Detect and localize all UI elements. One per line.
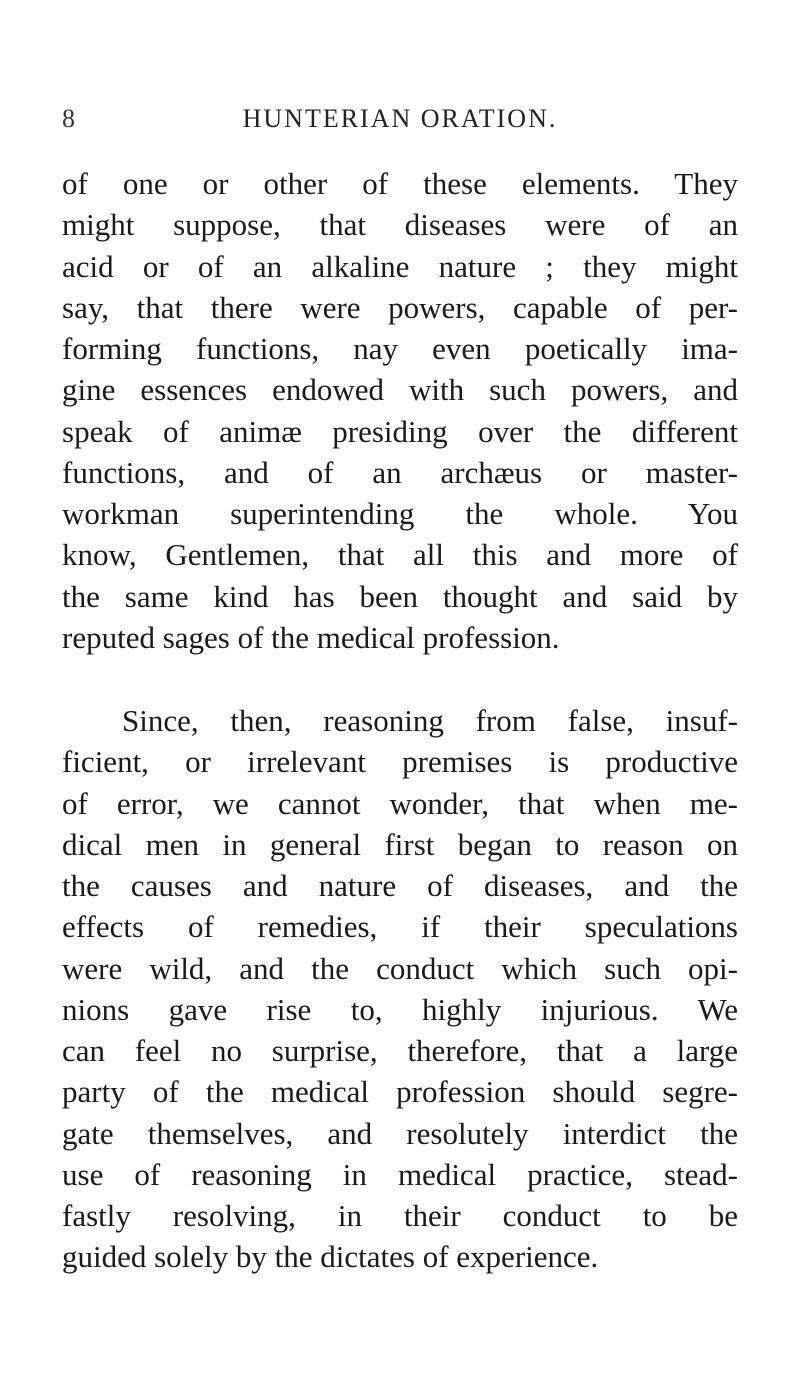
text-line: acid or of an alkaline nature ; they might [62,248,738,284]
text-line: nions gave rise to, highly injurious. We [62,991,738,1027]
page-number: 8 [62,104,75,133]
text-line: gine essences endowed with such powers, and [62,372,738,408]
text-line: say, that there were powers, capable of per- [62,289,738,325]
text-line: fastly resolving, in their conduct to be [62,1198,738,1233]
text-line: can feel no surprise, therefore, that a large [62,1033,738,1068]
text-line: ficient, or irrelevant premises is productive [62,744,738,780]
text-line: were wild, and the conduct which such opi- [62,950,738,986]
text-line: functions, and of an archæus or master- [62,454,738,490]
running-head: HUNTERIAN ORATION. [242,104,558,133]
text-line: know, Gentlemen, that all this and more of [62,537,738,573]
text-line: gate themselves, and resolutely interdict the [62,1115,738,1151]
page-header [62,104,738,144]
body-text [62,163,738,1278]
text-line: Since, then, reasoning from false, insuf- [122,703,738,738]
text-line: of error, we cannot wonder, that when me- [62,785,738,821]
text-line: workman superintending the whole. You [62,496,738,531]
text-line: party of the medical profession should segre- [62,1074,738,1110]
paragraph-1 [62,163,738,658]
text-line: dical men in general first began to reason on [62,826,738,862]
text-line: effects of remedies, if their speculations [62,909,738,945]
text-line: the causes and nature of diseases, and the [62,868,738,903]
text-line: might suppose, that diseases were of an [62,207,738,243]
text-line: forming functions, nay even poetically ima- [62,331,738,366]
text-line: of one or other of these elements. They [62,166,738,201]
paragraph-2 [62,700,738,1278]
text-line: speak of animæ presiding over the different [62,413,738,449]
text-line: use of reasoning in medical practice, stead- [62,1156,738,1192]
text-line: reputed sages of the medical profession. [62,619,560,655]
text-line: the same kind has been thought and said by [62,578,738,614]
text-line: guided solely by the dictates of experience. [62,1239,599,1275]
